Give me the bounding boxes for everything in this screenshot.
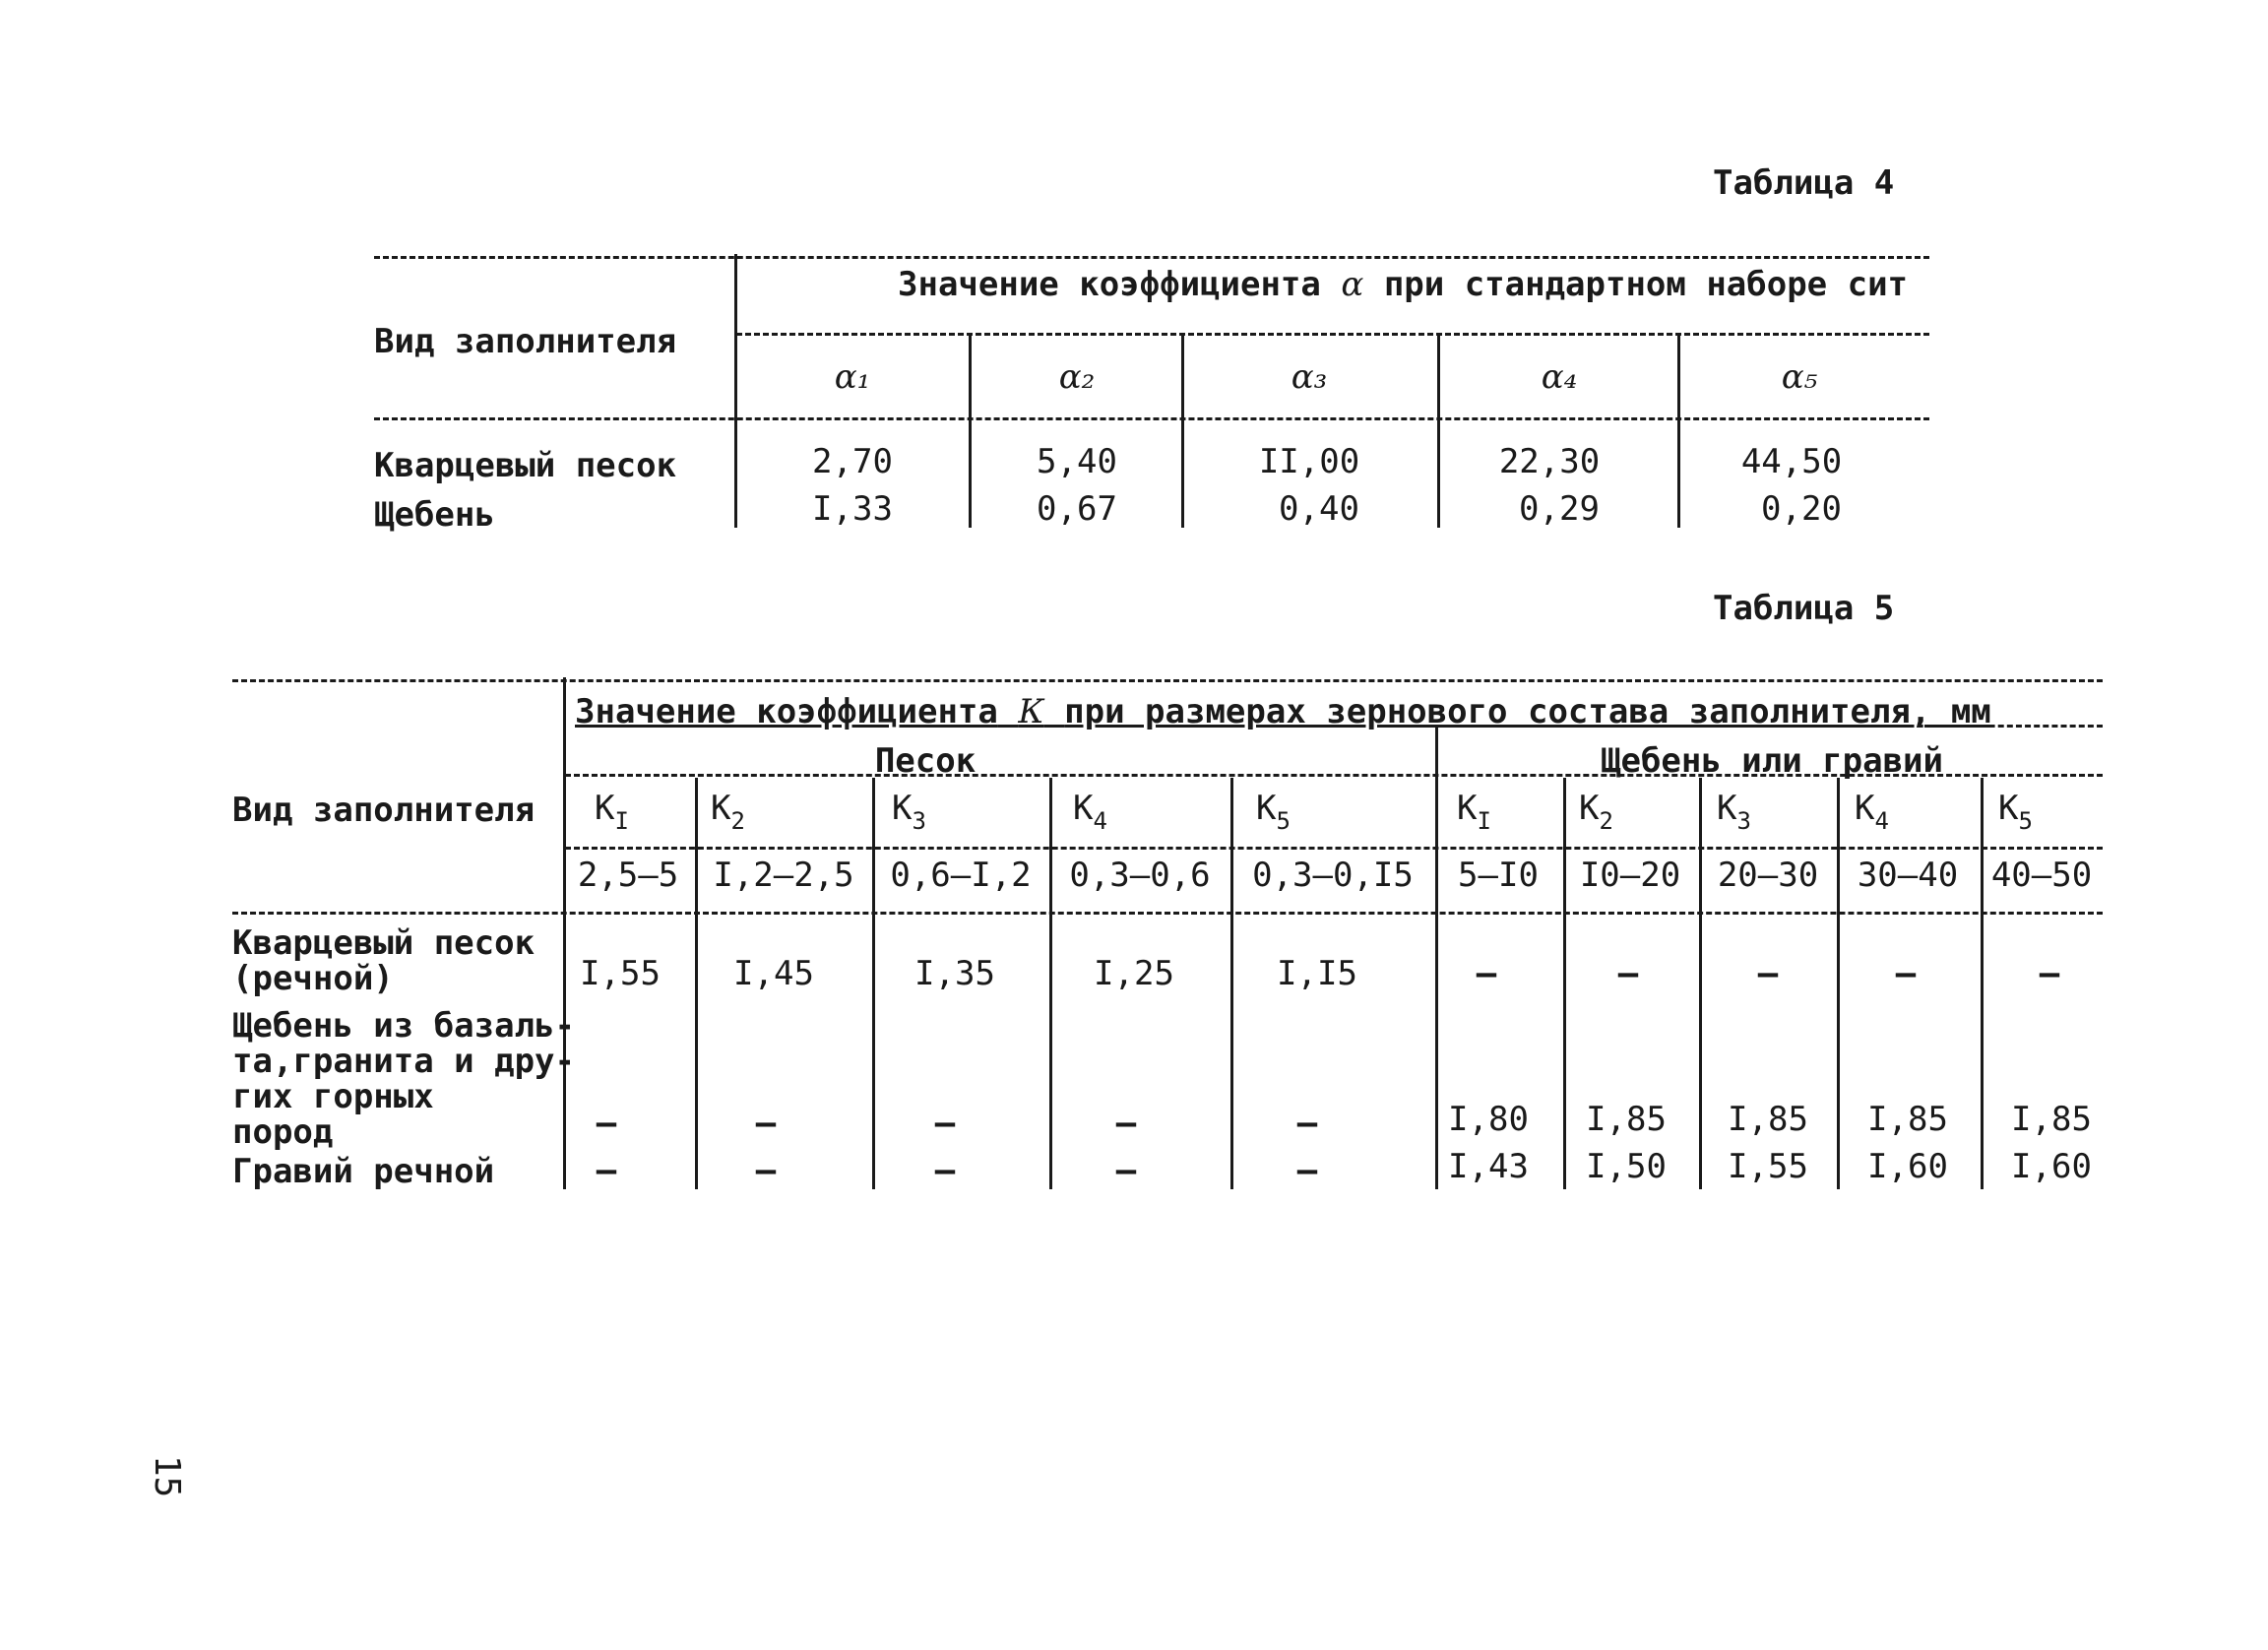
table5-cell: – xyxy=(755,1151,777,1190)
row-name-line: Щебень из базаль- xyxy=(232,1006,575,1046)
table5-row-name xyxy=(232,1154,494,1189)
table5-cell: – xyxy=(934,1104,956,1143)
table5-cell: I,80 xyxy=(1448,1100,1529,1139)
k-letter: К xyxy=(1855,789,1875,828)
row-name-line: гих горных xyxy=(232,1077,434,1116)
table5-cell: – xyxy=(2039,954,2060,993)
k-label-gravel-1 xyxy=(1457,789,1491,835)
table5-cell: I,43 xyxy=(1448,1147,1529,1186)
table5-cell: – xyxy=(1115,1104,1137,1143)
range-cell: 0,6–I,2 xyxy=(890,856,1032,895)
table4-col-a4: α₄ xyxy=(1541,357,1578,397)
table5-vline xyxy=(1699,778,1702,1189)
table4-col-a1: α₁ xyxy=(834,357,871,397)
row-name-line: та,гранита и дру- xyxy=(232,1042,575,1081)
range-cell: 40–50 xyxy=(1990,856,2093,895)
row-name-line: пород xyxy=(232,1112,334,1152)
row-name-line: (речной) xyxy=(232,959,394,998)
k-letter: К xyxy=(1998,789,2019,828)
table4-cell: 0,20 xyxy=(1761,489,1842,529)
table5-top-rule xyxy=(232,679,2103,682)
table5-group-header-tail: при размерах зернового состава заполнителя, мм xyxy=(1064,692,1991,731)
table4-cell: II,00 xyxy=(1258,442,1360,481)
table5-cell: – xyxy=(934,1151,956,1190)
table5-group-header-text: Значение коэффициента xyxy=(575,692,998,731)
table5-cell: – xyxy=(1296,1151,1318,1190)
table5-header-bottom-rule xyxy=(232,912,2103,915)
k-subscript: 5 xyxy=(2018,807,2033,835)
table5-cell: I,85 xyxy=(1867,1100,1948,1139)
range-cell: 20–30 xyxy=(1717,856,1819,895)
table5-caption: Таблица 5 xyxy=(1713,589,1895,628)
table5-cell: – xyxy=(1115,1151,1137,1190)
range-cell: I,2–2,5 xyxy=(713,856,854,895)
k-letter: К xyxy=(1073,789,1094,828)
k-subscript: 2 xyxy=(730,807,745,835)
table5-cell: I,35 xyxy=(914,954,995,993)
table4-header-bottom-rule xyxy=(374,417,1929,420)
range-cell: 0,3–0,6 xyxy=(1069,856,1211,895)
table4-cell: 5,40 xyxy=(1037,442,1117,481)
table4-caption: Таблица 4 xyxy=(1713,163,1895,203)
table5-rule xyxy=(565,847,2103,850)
range-cell: 0,3–0,I5 xyxy=(1252,856,1414,895)
table5-vline xyxy=(872,778,875,1189)
k-letter: К xyxy=(1717,789,1737,828)
k-label-sand-2 xyxy=(711,789,745,835)
table4-cell: 22,30 xyxy=(1498,442,1601,481)
row-name-line: Гравий речной xyxy=(232,1152,495,1191)
table4-row-name: Щебень xyxy=(374,495,495,535)
k-subscript: 3 xyxy=(1736,807,1751,835)
k-letter: К xyxy=(1579,789,1600,828)
k-label-sand-1 xyxy=(595,789,629,835)
k-letter: К xyxy=(1256,789,1277,828)
table5-cell: – xyxy=(1476,954,1497,993)
table5-cell: – xyxy=(1757,954,1779,993)
table4-group-header-tail: при стандартном наборе сит xyxy=(1383,265,1909,304)
table5-row-name xyxy=(232,1008,575,1150)
k-letter: К xyxy=(892,789,913,828)
table5-vline xyxy=(1230,778,1233,1189)
range-cell: I0–20 xyxy=(1579,856,1681,895)
table5-cell: I,55 xyxy=(1728,1147,1808,1186)
k-letter: К xyxy=(1457,789,1478,828)
range-cell: 2,5–5 xyxy=(577,856,679,895)
k-letter: К xyxy=(595,789,615,828)
range-cell: 5–I0 xyxy=(1458,856,1539,895)
table4-top-rule xyxy=(374,256,1929,259)
table5-cell: I,60 xyxy=(1867,1147,1948,1186)
table4-vline xyxy=(1677,333,1680,528)
sand-header: Песок xyxy=(874,741,976,781)
table5-cell: – xyxy=(1296,1104,1318,1143)
table5-cell: I,45 xyxy=(733,954,814,993)
table5-cell: I,85 xyxy=(2011,1100,2092,1139)
table4-group-header-text: Значение коэффициента xyxy=(898,265,1321,304)
k-subscript: 4 xyxy=(1874,807,1889,835)
k-label-sand-5 xyxy=(1256,789,1291,835)
table4-vline xyxy=(1437,333,1440,528)
table5-vline xyxy=(695,778,698,1189)
table5-cell: I,50 xyxy=(1586,1147,1667,1186)
table5-vline xyxy=(1837,778,1840,1189)
k-label-gravel-3 xyxy=(1717,789,1751,835)
table5-group-header xyxy=(575,692,1991,731)
table5-cell: – xyxy=(1895,954,1917,993)
table4-cell: 2,70 xyxy=(812,442,893,481)
table4-col-a3: α₃ xyxy=(1291,357,1328,397)
table5-vline xyxy=(1435,727,1438,1189)
k-label-gravel-5 xyxy=(1998,789,2033,835)
table4-col-a2: α₂ xyxy=(1058,357,1096,397)
table5-cell: I,I5 xyxy=(1277,954,1357,993)
table5-cell: – xyxy=(755,1104,777,1143)
table4-row-header: Вид заполнителя xyxy=(374,322,677,361)
k-subscript: I xyxy=(614,807,629,835)
table4-cell: 0,40 xyxy=(1279,489,1359,529)
k-subscript: I xyxy=(1477,807,1491,835)
coefficient-alpha-symbol: α xyxy=(1341,265,1364,304)
table4-col-a5: α₅ xyxy=(1781,357,1818,397)
table5-row-header: Вид заполнителя xyxy=(232,791,536,830)
table5-cell: I,60 xyxy=(2011,1147,2092,1186)
table5-cell: I,55 xyxy=(580,954,661,993)
table5-cell: – xyxy=(596,1151,617,1190)
k-letter: К xyxy=(711,789,731,828)
page-number: 15 xyxy=(147,1455,187,1498)
k-subscript: 5 xyxy=(1276,807,1291,835)
k-subscript: 4 xyxy=(1093,807,1107,835)
table5-cell: – xyxy=(596,1104,617,1143)
table4-vline xyxy=(969,333,972,528)
table5-vline xyxy=(1981,778,1984,1189)
table5-cell: I,85 xyxy=(1728,1100,1808,1139)
table5-vline xyxy=(1049,778,1052,1189)
k-label-sand-3 xyxy=(892,789,926,835)
table4-group-header xyxy=(898,265,1909,304)
table4-cell: 44,50 xyxy=(1740,442,1843,481)
k-subscript: 2 xyxy=(1599,807,1613,835)
table4-vline xyxy=(1181,333,1184,528)
table4-vline xyxy=(734,254,737,528)
table4-cell: 0,29 xyxy=(1519,489,1600,529)
table5-vline xyxy=(1563,778,1566,1189)
range-cell: 30–40 xyxy=(1857,856,1959,895)
coefficient-k-symbol: К xyxy=(1018,692,1044,731)
table4-row-name: Кварцевый песок xyxy=(374,446,677,485)
k-subscript: 3 xyxy=(912,807,926,835)
k-label-gravel-2 xyxy=(1579,789,1613,835)
table5-cell: I,85 xyxy=(1586,1100,1667,1139)
table4-cell: 0,67 xyxy=(1037,489,1117,529)
table5-cell: – xyxy=(1617,954,1639,993)
table4-subheader-rule xyxy=(736,333,1929,336)
k-label-sand-4 xyxy=(1073,789,1107,835)
table5-cell: I,25 xyxy=(1094,954,1174,993)
k-label-gravel-4 xyxy=(1855,789,1889,835)
gravel-header: Щебень или гравий xyxy=(1601,741,1943,781)
table4-cell: I,33 xyxy=(812,489,893,529)
table5-row-name xyxy=(232,925,535,996)
row-name-line: Кварцевый песок xyxy=(232,923,536,963)
